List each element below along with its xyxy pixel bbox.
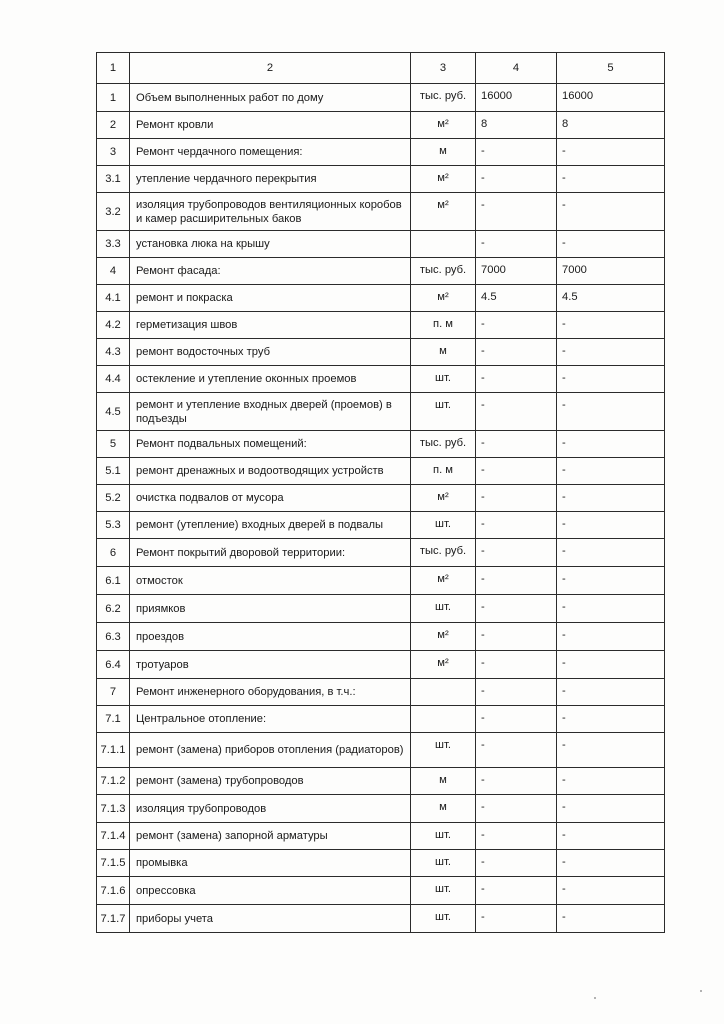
row-value-5: - <box>557 139 665 166</box>
row-value-5: 8 <box>557 112 665 139</box>
row-value-5: - <box>557 567 665 595</box>
table-row <box>97 768 665 795</box>
row-name: Ремонт кровли <box>130 112 411 139</box>
table-row <box>97 231 665 258</box>
scan-speck <box>700 990 702 992</box>
row-name: Центральное отопление: <box>130 706 411 733</box>
row-name: Ремонт инженерного оборудования, в т.ч.: <box>130 679 411 706</box>
row-number: 4 <box>97 258 130 285</box>
row-number: 5 <box>97 431 130 458</box>
table-row <box>97 623 665 651</box>
header-col-4: 4 <box>476 53 557 84</box>
table-row <box>97 651 665 679</box>
row-value-4: - <box>476 850 557 877</box>
row-unit: м² <box>411 485 476 512</box>
row-unit: тыс. руб. <box>411 258 476 285</box>
table-row <box>97 795 665 823</box>
row-unit <box>411 706 476 733</box>
table-row <box>97 905 665 933</box>
row-value-4: - <box>476 366 557 393</box>
row-value-4: - <box>476 231 557 258</box>
row-value-5: - <box>557 431 665 458</box>
row-unit: шт. <box>411 595 476 623</box>
row-name: опрессовка <box>130 877 411 905</box>
row-value-4: - <box>476 905 557 933</box>
table-row <box>97 539 665 567</box>
row-number: 2 <box>97 112 130 139</box>
row-number: 7.1.7 <box>97 905 130 933</box>
row-unit: м² <box>411 623 476 651</box>
row-number: 4.3 <box>97 339 130 366</box>
row-number: 7.1.5 <box>97 850 130 877</box>
row-number: 5.3 <box>97 512 130 539</box>
row-name: изоляция трубопроводов вентиляционных коробов и камер расширительных баков <box>130 193 411 231</box>
row-unit: м <box>411 768 476 795</box>
table-row <box>97 285 665 312</box>
row-name: ремонт (замена) приборов отопления (радиаторов) <box>130 733 411 768</box>
row-value-5: - <box>557 366 665 393</box>
row-value-5: - <box>557 679 665 706</box>
row-value-5: - <box>557 733 665 768</box>
table-row <box>97 431 665 458</box>
row-name: ремонт дренажных и водоотводящих устройств <box>130 458 411 485</box>
row-value-4: - <box>476 651 557 679</box>
row-unit <box>411 679 476 706</box>
table-row <box>97 595 665 623</box>
scan-speck <box>594 997 596 999</box>
row-value-4: - <box>476 877 557 905</box>
row-number: 4.1 <box>97 285 130 312</box>
row-value-5: - <box>557 706 665 733</box>
table-row <box>97 458 665 485</box>
row-number: 7.1 <box>97 706 130 733</box>
row-value-4: - <box>476 795 557 823</box>
table-row <box>97 850 665 877</box>
works-table <box>96 52 665 933</box>
row-value-4: 16000 <box>476 84 557 112</box>
table-row <box>97 339 665 366</box>
row-value-4: - <box>476 193 557 231</box>
row-unit: тыс. руб. <box>411 431 476 458</box>
row-number: 7.1.6 <box>97 877 130 905</box>
row-value-4: - <box>476 733 557 768</box>
row-name: отмосток <box>130 567 411 595</box>
row-value-5: 7000 <box>557 258 665 285</box>
row-value-5: - <box>557 595 665 623</box>
header-col-3: 3 <box>411 53 476 84</box>
table-body <box>97 53 665 933</box>
row-value-5: 4.5 <box>557 285 665 312</box>
row-value-5: - <box>557 823 665 850</box>
row-number: 3.3 <box>97 231 130 258</box>
row-number: 3 <box>97 139 130 166</box>
table-row <box>97 877 665 905</box>
row-value-5: - <box>557 768 665 795</box>
row-number: 6.1 <box>97 567 130 595</box>
row-number: 6 <box>97 539 130 567</box>
row-value-5: - <box>557 512 665 539</box>
row-number: 6.3 <box>97 623 130 651</box>
row-unit: м² <box>411 112 476 139</box>
row-value-4: 4.5 <box>476 285 557 312</box>
row-unit: м² <box>411 651 476 679</box>
table-row <box>97 112 665 139</box>
table-row <box>97 366 665 393</box>
row-value-4: - <box>476 623 557 651</box>
row-unit: м² <box>411 193 476 231</box>
row-number: 7.1.4 <box>97 823 130 850</box>
row-name: герметизация швов <box>130 312 411 339</box>
row-value-5: 16000 <box>557 84 665 112</box>
header-col-1: 1 <box>97 53 130 84</box>
header-col-5: 5 <box>557 53 665 84</box>
row-unit: м² <box>411 567 476 595</box>
row-number: 6.4 <box>97 651 130 679</box>
table-row <box>97 193 665 231</box>
row-unit: шт. <box>411 877 476 905</box>
row-value-4: - <box>476 595 557 623</box>
row-name: приборы учета <box>130 905 411 933</box>
row-value-5: - <box>557 539 665 567</box>
row-number: 6.2 <box>97 595 130 623</box>
header-row <box>97 53 665 84</box>
row-name: установка люка на крышу <box>130 231 411 258</box>
row-unit: м <box>411 139 476 166</box>
row-value-4: 8 <box>476 112 557 139</box>
row-number: 7.1.2 <box>97 768 130 795</box>
header-col-2: 2 <box>130 53 411 84</box>
row-unit: п. м <box>411 312 476 339</box>
row-value-5: - <box>557 393 665 431</box>
row-name: ремонт (замена) запорной арматуры <box>130 823 411 850</box>
row-unit: тыс. руб. <box>411 539 476 567</box>
row-value-4: 7000 <box>476 258 557 285</box>
table-row <box>97 679 665 706</box>
row-unit: шт. <box>411 823 476 850</box>
table-row <box>97 733 665 768</box>
row-unit: шт. <box>411 905 476 933</box>
row-name: Объем выполненных работ по дому <box>130 84 411 112</box>
table-row <box>97 512 665 539</box>
row-name: остекление и утепление оконных проемов <box>130 366 411 393</box>
row-unit: шт. <box>411 733 476 768</box>
row-name: ремонт (утепление) входных дверей в подвалы <box>130 512 411 539</box>
table-row <box>97 567 665 595</box>
row-name: Ремонт чердачного помещения: <box>130 139 411 166</box>
row-value-5: - <box>557 312 665 339</box>
table-row <box>97 312 665 339</box>
row-value-5: - <box>557 850 665 877</box>
row-unit: п. м <box>411 458 476 485</box>
row-name: ремонт водосточных труб <box>130 339 411 366</box>
row-value-4: - <box>476 768 557 795</box>
row-name: изоляция трубопроводов <box>130 795 411 823</box>
row-value-5: - <box>557 339 665 366</box>
row-number: 7.1.3 <box>97 795 130 823</box>
table-row <box>97 166 665 193</box>
row-value-5: - <box>557 231 665 258</box>
row-unit: м² <box>411 166 476 193</box>
row-value-4: - <box>476 458 557 485</box>
row-value-5: - <box>557 623 665 651</box>
row-value-4: - <box>476 512 557 539</box>
row-number: 4.4 <box>97 366 130 393</box>
row-value-5: - <box>557 905 665 933</box>
row-number: 4.2 <box>97 312 130 339</box>
row-number: 4.5 <box>97 393 130 431</box>
row-number: 3.2 <box>97 193 130 231</box>
row-unit: м² <box>411 285 476 312</box>
table-row <box>97 84 665 112</box>
row-name: тротуаров <box>130 651 411 679</box>
table-row <box>97 258 665 285</box>
row-value-4: - <box>476 339 557 366</box>
table-row <box>97 139 665 166</box>
row-unit: шт. <box>411 512 476 539</box>
row-unit: тыс. руб. <box>411 84 476 112</box>
row-unit: шт. <box>411 393 476 431</box>
row-name: приямков <box>130 595 411 623</box>
row-value-4: - <box>476 166 557 193</box>
row-name: промывка <box>130 850 411 877</box>
row-unit: м <box>411 339 476 366</box>
row-value-4: - <box>476 539 557 567</box>
row-name: Ремонт фасада: <box>130 258 411 285</box>
row-value-5: - <box>557 458 665 485</box>
row-value-4: - <box>476 431 557 458</box>
row-value-4: - <box>476 679 557 706</box>
row-value-4: - <box>476 139 557 166</box>
row-unit: шт. <box>411 366 476 393</box>
table-row <box>97 823 665 850</box>
row-name: ремонт и покраска <box>130 285 411 312</box>
row-name: очистка подвалов от мусора <box>130 485 411 512</box>
row-value-4: - <box>476 393 557 431</box>
row-value-5: - <box>557 795 665 823</box>
row-name: Ремонт подвальных помещений: <box>130 431 411 458</box>
row-unit <box>411 231 476 258</box>
row-value-5: - <box>557 166 665 193</box>
row-value-4: - <box>476 485 557 512</box>
table-row <box>97 485 665 512</box>
row-value-4: - <box>476 823 557 850</box>
row-value-5: - <box>557 485 665 512</box>
row-value-4: - <box>476 706 557 733</box>
row-value-5: - <box>557 877 665 905</box>
row-number: 1 <box>97 84 130 112</box>
row-unit: м <box>411 795 476 823</box>
row-number: 7.1.1 <box>97 733 130 768</box>
row-value-4: - <box>476 567 557 595</box>
row-value-4: - <box>476 312 557 339</box>
row-name: ремонт (замена) трубопроводов <box>130 768 411 795</box>
row-unit: шт. <box>411 850 476 877</box>
row-number: 7 <box>97 679 130 706</box>
row-value-5: - <box>557 193 665 231</box>
row-name: проездов <box>130 623 411 651</box>
row-name: ремонт и утепление входных дверей (проемов) в подъезды <box>130 393 411 431</box>
row-name: Ремонт покрытий дворовой территории: <box>130 539 411 567</box>
row-value-5: - <box>557 651 665 679</box>
table-row <box>97 706 665 733</box>
row-number: 5.1 <box>97 458 130 485</box>
table-row <box>97 393 665 431</box>
row-number: 3.1 <box>97 166 130 193</box>
row-number: 5.2 <box>97 485 130 512</box>
row-name: утепление чердачного перекрытия <box>130 166 411 193</box>
